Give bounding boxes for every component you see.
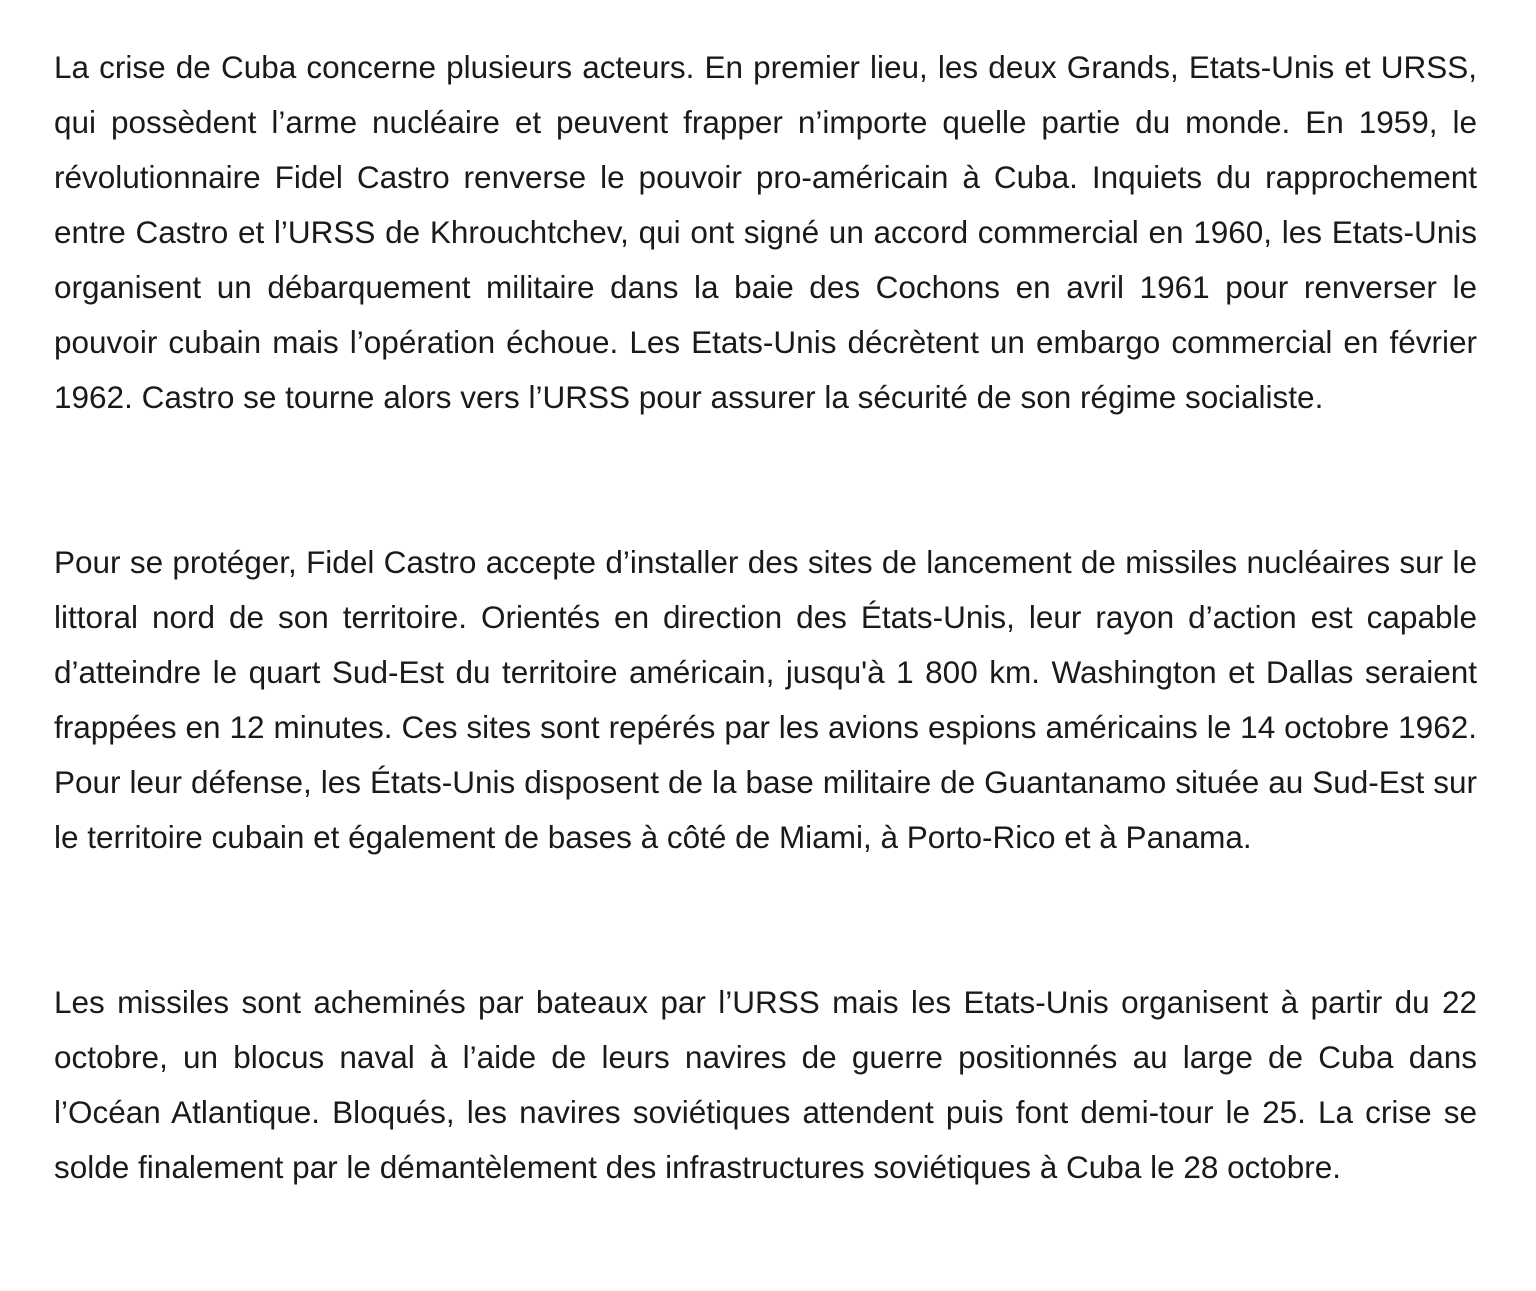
paragraph-cuba-context: La crise de Cuba concerne plusieurs acteurs. En premier lieu, les deux Grands, Etats-Unis et URSS, qui possèdent l’arme nucléaire et peuvent frapper n’importe quelle partie du monde. En 1959, le révolutionnaire Fidel Castro renverse le pouvoir pro-américain à Cuba. Inquiets du rapprochement entre Castro et l’URSS de Khrouchtchev, qui ont signé un accord commercial en 1960, les Etats-Unis organisent un débarquement militaire dans la baie des Cochons en avril 1961 pour renverser le pouvoir cubain mais l’opération échoue. Les Etats-Unis décrètent un embargo commercial en février 1962. Castro se tourne alors vers l’URSS pour assurer la sécurité de son régime socialiste. <box>54 49 1477 415</box>
paragraph-missile-sites: Pour se protéger, Fidel Castro accepte d’installer des sites de lancement de missiles nucléaires sur le littoral nord de son territoire. Orientés en direction des États-Unis, leur rayon d’action est capable d’atteindre le quart Sud-Est du territoire américain, jusqu'à 1 800 km. Washington et Dallas seraient frappées en 12 minutes. Ces sites sont repérés par les avions espions américains le 14 octobre 1962. Pour leur défense, les États-Unis disposent de la base militaire de Guantanamo située au Sud-Est sur le territoire cubain et également de bases à côté de Miami, à Porto-Rico et à Panama. <box>54 544 1477 855</box>
paragraph-naval-blockade: Les missiles sont acheminés par bateaux par l’URSS mais les Etats-Unis organisent à partir du 22 octobre, un blocus naval à l’aide de leurs navires de guerre positionnés au large de Cuba dans l’Océan Atlantique. Bloqués, les navires soviétiques attendent puis font demi-tour le 25. La crise se solde finalement par le démantèlement des infrastructures soviétiques à Cuba le 28 octobre. <box>54 984 1477 1185</box>
